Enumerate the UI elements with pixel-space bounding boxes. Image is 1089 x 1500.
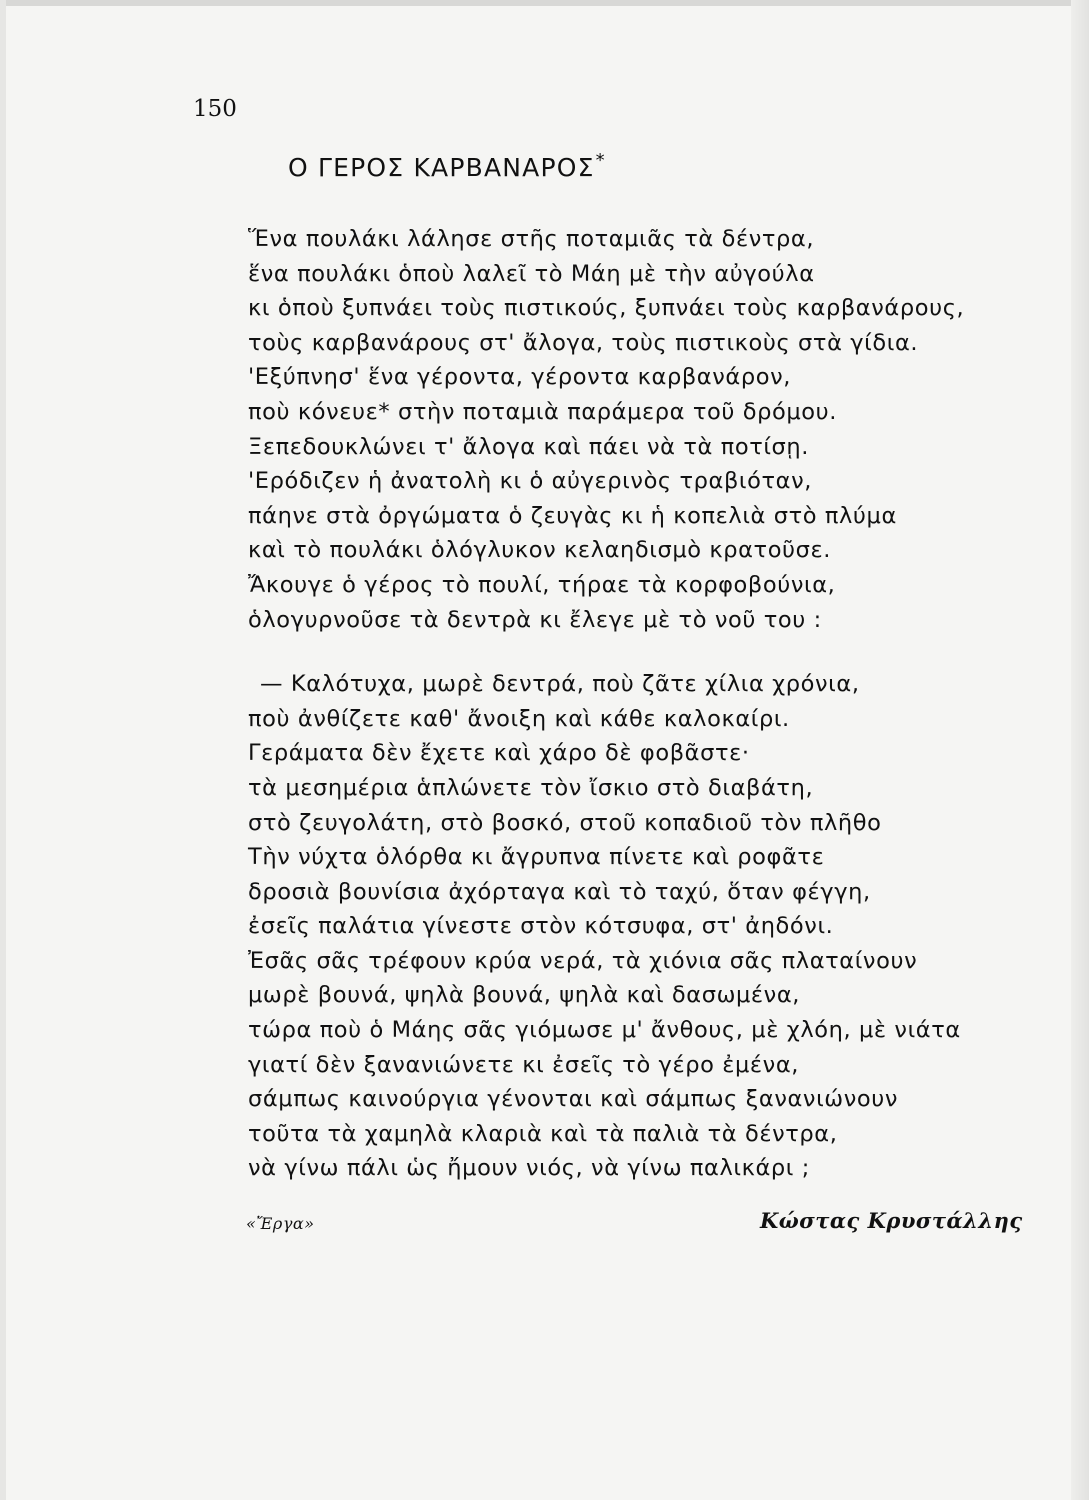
stanza-2 bbox=[248, 667, 1038, 1186]
poem-line: μωρὲ βουνά, ψηλὰ βουνά, ψηλὰ καὶ δασωμένα, bbox=[248, 982, 801, 1009]
poem-line: σάμπως καινούργια γένονται καὶ σάμπως ξανανιώνουν bbox=[248, 1086, 899, 1113]
poem-line: 'Εξύπνησ' ἕνα γέροντα, γέροντα καρβανάρον, bbox=[248, 364, 791, 391]
poem-line: ἐσεῖς παλάτια γίνεστε στὸν κότσυφα, στ' ἀηδόνι. bbox=[248, 913, 834, 940]
poem-line: Ἕνα πουλάκι λάλησε στῆς ποταμιᾶς τὰ δέντρα, bbox=[248, 226, 815, 252]
poem-line: ὁλογυρνοῦσε τὰ δεντρὰ κι ἔλεγε μὲ τὸ νοῦ του : bbox=[248, 606, 822, 633]
poem-line: τοὺς καρβανάρους στ' ἄλογα, τοὺς πιστικοὺς στὰ γίδια. bbox=[248, 329, 919, 356]
source-citation: «Ἔργα» bbox=[246, 1214, 315, 1233]
scan-edge-right bbox=[1071, 0, 1089, 1500]
poem-line: γιατί δὲν ξανανιώνετε κι ἐσεῖς τὸ γέρο ἐμένα, bbox=[248, 1051, 800, 1078]
poem-line: Τὴν νύχτα ὁλόρθα κι ἄγρυπνα πίνετε καὶ ροφᾶτε bbox=[248, 844, 825, 871]
page-number: 150 bbox=[193, 96, 237, 122]
poem-line: νὰ γίνω πάλι ὡς ἤμουν νιός, νὰ γίνω παλικάρι ; bbox=[248, 1155, 810, 1182]
poem-title bbox=[288, 150, 606, 182]
poem-line: στὸ ζευγολάτη, στὸ βοσκό, στοῦ κοπαδιοῦ τὸν πλῆθο bbox=[248, 809, 882, 836]
author-signature: Κώστας Κρυστάλλης bbox=[760, 1208, 1023, 1233]
poem-line: τὰ μεσημέρια ἁπλώνετε τὸν ἴσκιο στὸ διαβάτη, bbox=[248, 774, 814, 801]
stanza-1 bbox=[248, 222, 1038, 637]
poem-title-text: Ο ΓΕΡΟΣ ΚΑΡΒΑΝΑΡΟΣ bbox=[288, 153, 595, 182]
scan-edge-top bbox=[0, 0, 1089, 6]
poem-line: δροσιὰ βουνίσια ἀχόρταγα καὶ τὸ ταχύ, ὅταν φέγγη, bbox=[248, 878, 871, 905]
poem-line: ποὺ ἀνθίζετε καθ' ἄνοιξη καὶ κάθε καλοκαίρι. bbox=[248, 705, 790, 732]
poem-line: κι ὁποὺ ξυπνάει τοὺς πιστικούς, ξυπνάει τοὺς καρβανάρους, bbox=[248, 295, 965, 322]
scan-edge-left bbox=[0, 0, 6, 1500]
poem-line: Γεράματα δὲν ἔχετε καὶ χάρο δὲ φοβᾶστε· bbox=[248, 740, 750, 767]
poem-line: ποὺ κόνευε* στὴν ποταμιὰ παράμερα τοῦ δρόμου. bbox=[248, 398, 837, 425]
poem-line: Ἐσᾶς σᾶς τρέφουν κρύα νερά, τὰ χιόνια σᾶς πλαταίνουν bbox=[248, 947, 918, 974]
poem-line: τώρα ποὺ ὁ Μάης σᾶς γιόμωσε μ' ἄνθους, μὲ χλόη, μὲ νιάτα bbox=[248, 1017, 961, 1044]
poem-line: — Καλότυχα, μωρὲ δεντρά, ποὺ ζᾶτε χίλια χρόνια, bbox=[260, 671, 860, 698]
poem-line: πάηνε στὰ ὀργώματα ὁ ζευγὰς κι ἡ κοπελιὰ στὸ πλύμα bbox=[248, 502, 897, 529]
poem-line: τοῦτα τὰ χαμηλὰ κλαριὰ καὶ τὰ παλιὰ τὰ δέντρα, bbox=[248, 1120, 838, 1147]
poem-line: καὶ τὸ πουλάκι ὁλόγλυκον κελαηδισμὸ κρατοῦσε. bbox=[248, 537, 832, 564]
poem-body bbox=[248, 222, 1038, 1186]
poem-line: 'Ερόδιζεν ἡ ἀνατολὴ κι ὁ αὐγερινὸς τραβιόταν, bbox=[248, 468, 812, 495]
title-footnote-mark: * bbox=[595, 150, 606, 171]
poem-line: Ἄκουγε ὁ γέρος τὸ πουλί, τήραε τὰ κορφοβούνια, bbox=[248, 571, 836, 598]
stanza-gap bbox=[248, 637, 1038, 667]
poem-line: Ξεπεδουκλώνει τ' ἄλογα καὶ πάει νὰ τὰ ποτίσῃ. bbox=[248, 433, 810, 460]
poem-line: ἕνα πουλάκι ὁποὺ λαλεῖ τὸ Μάη μὲ τὴν αὐγούλα bbox=[248, 260, 815, 287]
